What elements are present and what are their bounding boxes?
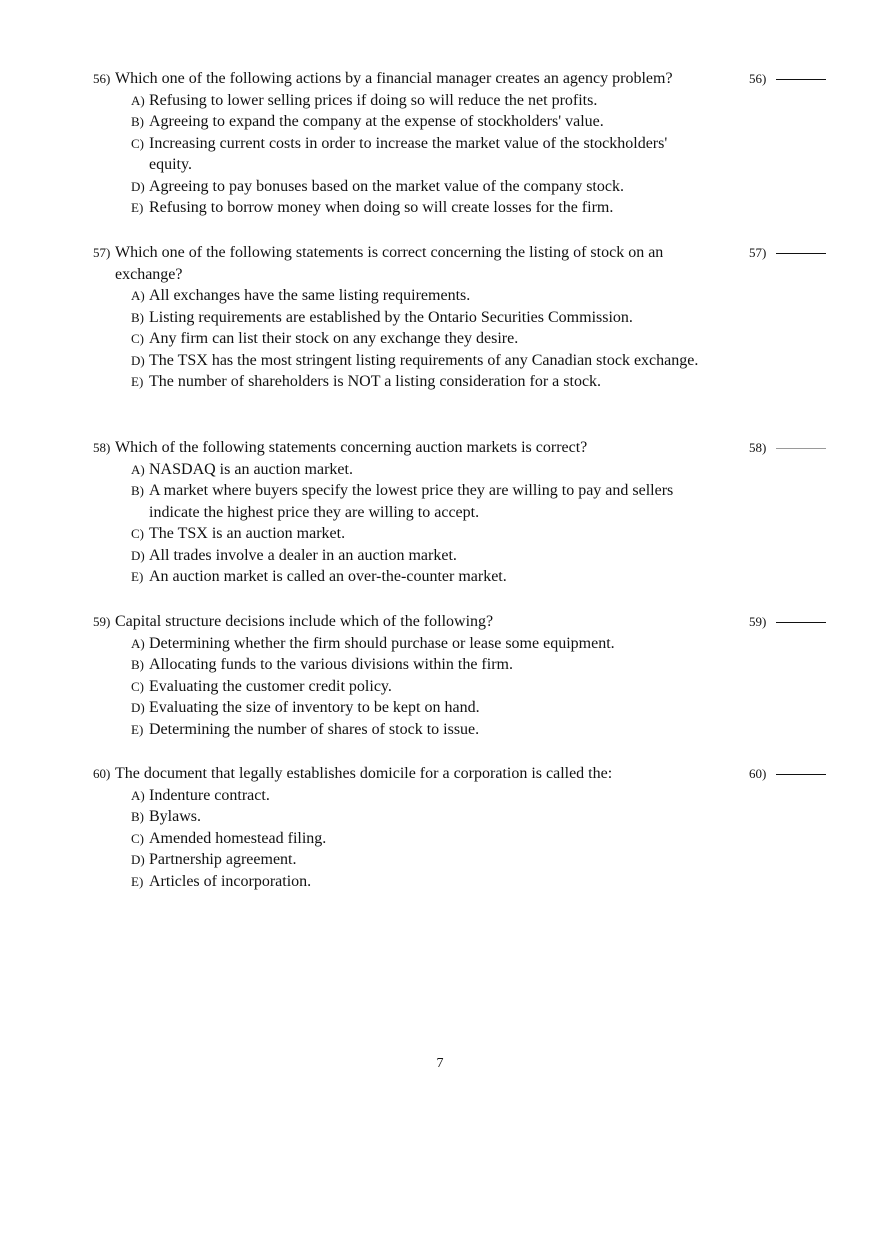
- option-letter: D): [131, 547, 145, 563]
- option-text: NASDAQ is an auction market.: [149, 460, 353, 478]
- question-number: 59): [93, 614, 111, 629]
- option-b: [93, 480, 709, 523]
- option-d: [93, 849, 709, 871]
- option-e: [93, 371, 709, 393]
- option-letter: E): [131, 374, 144, 389]
- option-d: [93, 350, 709, 372]
- option-letter: A): [131, 787, 145, 803]
- answer-blank-line[interactable]: [776, 79, 826, 80]
- option-text: The number of shareholders is NOT a listing consideration for a stock.: [149, 373, 602, 390]
- option-letter: B): [131, 309, 144, 325]
- option-list: [93, 90, 833, 219]
- option-text: Increasing current costs in order to increase the market value of the stockholders' equity.: [149, 134, 668, 173]
- option-text: All exchanges have the same listing requirements.: [149, 287, 471, 304]
- option-letter: B): [131, 809, 144, 824]
- option-letter: E): [131, 873, 144, 889]
- option-letter: C): [131, 135, 144, 151]
- option-a: [93, 459, 709, 481]
- option-list: [93, 285, 833, 393]
- option-letter: A): [131, 461, 145, 477]
- option-e: [93, 871, 709, 893]
- option-text: Listing requirements are established by the Ontario Securities Commission.: [149, 308, 633, 326]
- question-number: 60): [93, 766, 111, 781]
- option-d: [93, 176, 709, 198]
- option-list: [93, 459, 833, 588]
- option-c: [93, 676, 709, 698]
- option-text: A market where buyers specify the lowest price they are willing to pay and sellers indicate the highest price they are willing to accept.: [149, 482, 674, 521]
- option-text: Determining the number of shares of stock to issue.: [149, 720, 480, 738]
- option-text: Refusing to lower selling prices if doing so will reduce the net profits.: [149, 91, 598, 109]
- question-60: [93, 763, 833, 892]
- option-letter: C): [131, 678, 144, 694]
- option-a: [93, 633, 709, 655]
- option-text: Any firm can list their stock on any exchange they desire.: [149, 330, 519, 347]
- option-text: Agreeing to expand the company at the expense of stockholders' value.: [149, 113, 604, 130]
- question-58: [93, 437, 833, 588]
- option-text: The TSX is an auction market.: [149, 525, 346, 542]
- option-letter: D): [131, 178, 145, 194]
- question-text: Which of the following statements concerning auction markets is correct?: [115, 439, 588, 456]
- option-text: The TSX has the most stringent listing requirements of any Canadian stock exchange.: [149, 351, 699, 369]
- option-list: [93, 633, 833, 741]
- option-text: Partnership agreement.: [149, 851, 297, 868]
- option-text: Agreeing to pay bonuses based on the market value of the company stock.: [149, 177, 624, 195]
- option-text: All trades involve a dealer in an auction market.: [149, 546, 457, 564]
- question-stem: [93, 611, 725, 633]
- answer-blank-line[interactable]: [776, 774, 826, 775]
- question-57: [93, 242, 833, 393]
- option-e: [93, 197, 709, 219]
- option-letter: B): [131, 657, 144, 672]
- option-letter: B): [131, 483, 144, 498]
- option-letter: A): [131, 288, 145, 303]
- question-text: Which one of the following statements is correct concerning the listing of stock on an exchange?: [115, 244, 664, 283]
- option-text: Determining whether the firm should purchase or lease some equipment.: [149, 634, 615, 652]
- option-letter: E): [131, 721, 144, 737]
- option-letter: C): [131, 331, 144, 346]
- answer-blank-line[interactable]: [776, 448, 826, 449]
- option-letter: D): [131, 852, 145, 867]
- answer-slot[interactable]: [749, 242, 826, 264]
- option-c: [93, 828, 709, 850]
- option-text: Articles of incorporation.: [149, 872, 312, 890]
- answer-blank-line[interactable]: [776, 253, 826, 254]
- option-letter: E): [131, 200, 144, 215]
- option-letter: B): [131, 114, 144, 129]
- question-number: 57): [93, 245, 111, 260]
- option-b: [93, 111, 709, 133]
- option-e: [93, 719, 709, 741]
- question-stem: [93, 437, 725, 459]
- answer-slot-label: 59): [749, 614, 767, 629]
- option-a: [93, 90, 709, 112]
- answer-slot[interactable]: [749, 437, 826, 459]
- answer-slot[interactable]: [749, 763, 826, 785]
- option-text: Evaluating the customer credit policy.: [149, 677, 392, 695]
- question-number: 58): [93, 440, 111, 455]
- answer-slot[interactable]: [749, 611, 826, 633]
- question-text: Which one of the following actions by a financial manager creates an agency problem?: [115, 70, 673, 87]
- option-d: [93, 697, 709, 719]
- answer-slot-label: 57): [749, 245, 767, 260]
- option-text: Bylaws.: [149, 808, 201, 825]
- option-a: [93, 285, 709, 307]
- question-stem: [93, 68, 725, 90]
- question-text: Capital structure decisions include which of the following?: [115, 613, 494, 630]
- option-a: [93, 785, 709, 807]
- option-b: [93, 307, 709, 329]
- option-d: [93, 545, 709, 567]
- option-text: Allocating funds to the various divisions within the firm.: [149, 656, 513, 673]
- option-letter: A): [131, 635, 145, 651]
- question-number: 56): [93, 71, 111, 86]
- answer-slot-label: 56): [749, 71, 767, 86]
- answer-blank-line[interactable]: [776, 622, 826, 623]
- option-letter: E): [131, 569, 144, 584]
- question-59: [93, 611, 833, 740]
- option-text: An auction market is called an over-the-counter market.: [149, 568, 507, 585]
- question-stem: [93, 242, 725, 285]
- answer-slot-label: 60): [749, 766, 767, 781]
- option-letter: D): [131, 352, 145, 368]
- option-letter: A): [131, 92, 145, 108]
- question-text: The document that legally establishes domicile for a corporation is called the:: [115, 765, 613, 782]
- answer-slot-label: 58): [749, 440, 767, 455]
- question-stem: [93, 763, 725, 785]
- option-letter: D): [131, 700, 145, 715]
- option-text: Amended homestead filing.: [149, 829, 327, 847]
- option-c: [93, 328, 709, 350]
- answer-slot[interactable]: [749, 68, 826, 90]
- option-b: [93, 806, 709, 828]
- option-letter: C): [131, 526, 144, 541]
- option-text: Indenture contract.: [149, 786, 270, 804]
- option-c: [93, 133, 709, 176]
- option-letter: C): [131, 830, 144, 846]
- question-56: [93, 68, 833, 219]
- option-e: [93, 566, 709, 588]
- option-text: Evaluating the size of inventory to be kept on hand.: [149, 699, 480, 716]
- page-number: 7: [436, 1056, 444, 1071]
- option-list: [93, 785, 833, 893]
- option-c: [93, 523, 709, 545]
- option-b: [93, 654, 709, 676]
- option-text: Refusing to borrow money when doing so will create losses for the firm.: [149, 199, 614, 216]
